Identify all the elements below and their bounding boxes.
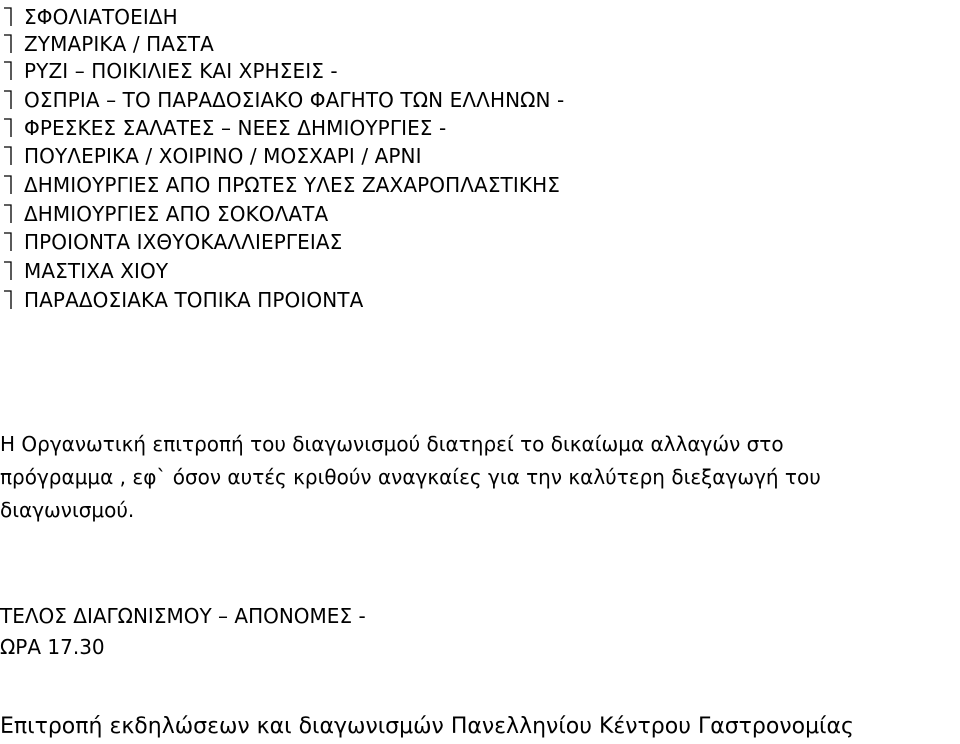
bullet-icon xyxy=(2,144,16,168)
bullet-icon xyxy=(2,288,16,312)
list-item xyxy=(0,3,178,31)
list-item-label: ΠΑΡΑΔΟΣΙΑΚΑ ΤΟΠΙΚΑ ΠΡΟΙΟΝΤΑ xyxy=(24,288,364,312)
list-item xyxy=(0,228,342,256)
list-item-label: ΠΟΥΛΕΡΙΚΑ / ΧΟΙΡΙΝΟ / ΜΟΣΧΑΡΙ / ΑΡΝΙ xyxy=(24,144,422,168)
bullet-icon xyxy=(2,88,16,112)
list-item xyxy=(0,171,560,199)
list-item-label: ΔΗΜΙΟΥΡΓΙΕΣ ΑΠΟ ΠΡΩΤΕΣ ΥΛΕΣ ΖΑΧΑΡΟΠΛΑΣΤΙΚΗΣ xyxy=(24,173,560,197)
notice-line: πρόγραμμα , εφ` όσον αυτές κριθούν αναγκαίες για την καλύτερη διεξαγωγή του xyxy=(0,465,821,489)
list-item xyxy=(0,142,422,170)
list-item-label: ΖΥΜΑΡΙΚΑ / ΠΑΣΤΑ xyxy=(24,32,214,56)
list-item-label: ΣΦΟΛΙΑΤΟΕΙΔΗ xyxy=(24,5,178,29)
notice-line: διαγωνισμού. xyxy=(0,498,135,522)
list-item xyxy=(0,86,564,114)
bullet-icon xyxy=(2,230,16,254)
list-item-label: ΜΑΣΤΙΧΑ ΧΙΟΥ xyxy=(24,259,169,283)
list-item-label: ΠΡΟΙΟΝΤΑ ΙΧΘΥΟΚΑΛΛΙΕΡΓΕΙΑΣ xyxy=(24,230,343,254)
list-item-label: ΦΡΕΣΚΕΣ ΣΑΛΑΤΕΣ – ΝΕΕΣ ΔΗΜΙΟΥΡΓΙΕΣ - xyxy=(24,116,447,140)
list-item-label: ΟΣΠΡΙΑ – ΤΟ ΠΑΡΑΔΟΣΙΑΚΟ ΦΑΓΗΤΟ ΤΩΝ ΕΛΛΗΝΩΝ - xyxy=(24,88,565,112)
bullet-icon xyxy=(2,5,16,29)
bullet-icon xyxy=(2,116,16,140)
bullet-icon xyxy=(2,32,16,56)
closing-block xyxy=(0,601,366,663)
closing-time: ΩΡΑ 17.30 xyxy=(0,635,105,659)
list-item xyxy=(0,286,363,314)
list-item xyxy=(0,200,328,228)
list-item xyxy=(0,57,338,85)
bullet-icon xyxy=(2,202,16,226)
list-item xyxy=(0,30,214,58)
notice-paragraph xyxy=(0,428,821,527)
list-item xyxy=(0,257,168,285)
footer-signature: Επιτροπή εκδηλώσεων και διαγωνισμών Πανελληνίου Κέντρου Γαστρονομίας xyxy=(0,714,854,739)
bullet-icon xyxy=(2,173,16,197)
list-item xyxy=(0,114,446,142)
bullet-icon xyxy=(2,59,16,83)
notice-line: Η Οργανωτική επιτροπή του διαγωνισμού διατηρεί το δικαίωμα αλλαγών στο xyxy=(0,432,784,456)
list-item-label: ΡΥΖΙ – ΠΟΙΚΙΛΙΕΣ ΚΑΙ ΧΡΗΣΕΙΣ - xyxy=(24,59,338,83)
closing-title: ΤΕΛΟΣ ΔΙΑΓΩΝΙΣΜΟΥ – ΑΠΟΝΟΜΕΣ - xyxy=(0,604,366,628)
list-item-label: ΔΗΜΙΟΥΡΓΙΕΣ ΑΠΟ ΣΟΚΟΛΑΤΑ xyxy=(24,202,329,226)
bullet-icon xyxy=(2,259,16,283)
